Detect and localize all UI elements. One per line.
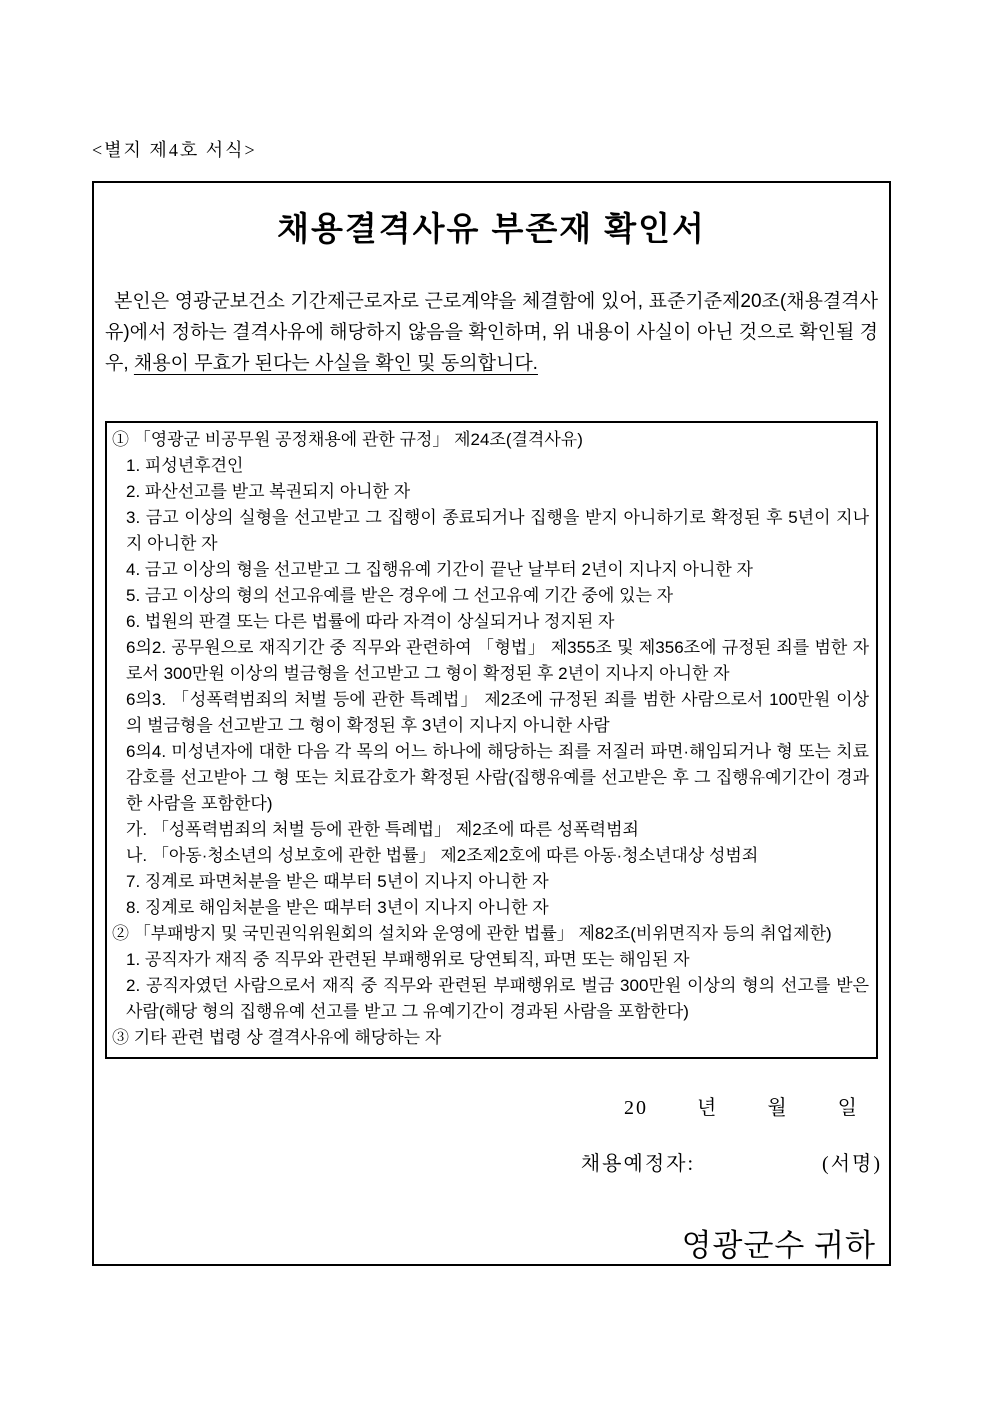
list-item: 6의2. 공무원으로 재직기간 중 직무와 관련하여 「형법」 제355조 및 제356조에 규정된 죄를 범한 자로서 300만원 이상의 벌금형을 선고받고 그 형이 확정된 후 2년이 지나지 아니한 자	[126, 638, 869, 683]
list-item: 6의3. 「성폭력범죄의 처벌 등에 관한 특례법」 제2조에 규정된 죄를 범한 사람으로서 100만원 이상의 벌금형을 선고받고 그 형이 확정된 후 3년이 지나지 아니한 사람	[126, 690, 869, 735]
list-item: 1. 피성년후견인	[126, 456, 244, 475]
signer-line	[94, 1147, 889, 1176]
list-item: 8. 징계로 해임처분을 받은 때부터 3년이 지나지 아니한 자	[126, 898, 549, 917]
list-item: 4. 금고 이상의 형을 선고받고 그 집행유예 기간이 끝난 날부터 2년이 지나지 아니한 자	[126, 560, 753, 579]
list-item: ① 「영광군 비공무원 공정채용에 관한 규정」 제24조(결격사유)	[112, 430, 583, 449]
list-item: 6의4. 미성년자에 대한 다음 각 목의 어느 하나에 해당하는 죄를 저질러 파면·해임되거나 형 또는 치료감호를 선고받아 그 형 또는 치료감호가 확정된 사람(집행유예를 선고받은 후 그 집행유예기간이 경과한 사람을 포함한다)	[126, 742, 869, 813]
document-title: 채용결격사유 부존재 확인서	[277, 210, 706, 247]
list-item: 3. 금고 이상의 실형을 선고받고 그 집행이 종료되거나 집행을 받지 아니하기로 확정된 후 5년이 지나지 아니한 자	[126, 508, 869, 553]
signature-placeholder: (서명)	[822, 1153, 882, 1175]
declaration-paragraph	[105, 286, 878, 379]
declaration-text: 본인은 영광군보건소 기간제근로자로 근로계약을 체결함에 있어, 표준기준제20조(채용결격사유)에서 정하는 결격사유에 해당하지 않음을 확인하며, 위 내용이 사실이 아닌 것으로 확인될 경우,	[105, 291, 878, 374]
list-item: 나. 「아동·청소년의 성보호에 관한 법률」 제2조제2호에 따른 아동·청소년대상 성범죄	[126, 846, 759, 865]
date-year-prefix: 20	[624, 1097, 649, 1119]
list-item: 가. 「성폭력범죄의 처벌 등에 관한 특례법」 제2조에 따른 성폭력범죄	[126, 820, 639, 839]
declaration-text-underlined: 채용이 무효가 된다는 사실을 확인 및 동의합니다.	[133, 353, 538, 374]
date-line	[94, 1091, 889, 1120]
list-item: ② 「부패방지 및 국민권익위원회의 설치와 운영에 관한 법률」 제82조(비위면직자 등의 취업제한)	[112, 924, 832, 943]
list-item: 7. 징계로 파면처분을 받은 때부터 5년이 지나지 아니한 자	[126, 872, 549, 891]
date-day-label: 일	[837, 1097, 859, 1119]
date-month-label: 월	[767, 1097, 789, 1119]
disqualification-list-box	[105, 421, 878, 1059]
list-item: 2. 파산선고를 받고 복권되지 아니한 자	[126, 482, 411, 501]
date-year-label: 년	[697, 1097, 719, 1119]
signer-label: 채용예정자:	[580, 1153, 696, 1175]
list-item: 1. 공직자가 재직 중 직무와 관련된 부패행위로 당연퇴직, 파면 또는 해임된 자	[126, 950, 690, 969]
list-item: 5. 금고 이상의 형의 선고유예를 받은 경우에 그 선고유예 기간 중에 있는 자	[126, 586, 674, 605]
addressee: 영광군수 귀하	[681, 1228, 876, 1263]
list-item: 6. 법원의 판결 또는 다른 법률에 따라 자격이 상실되거나 정지된 자	[126, 612, 615, 631]
document-border-box	[92, 181, 891, 1266]
list-item: ③ 기타 관련 법령 상 결격사유에 해당하는 자	[112, 1028, 442, 1047]
form-number-label: <별지 제4호 서식>	[92, 140, 257, 160]
list-item: 2. 공직자였던 사람으로서 재직 중 직무와 관련된 부패행위로 벌금 300만원 이상의 형의 선고를 받은 사람(해당 형의 집행유예 선고를 받고 그 유예기간이 경과된 사람을 포함한다)	[126, 976, 869, 1021]
